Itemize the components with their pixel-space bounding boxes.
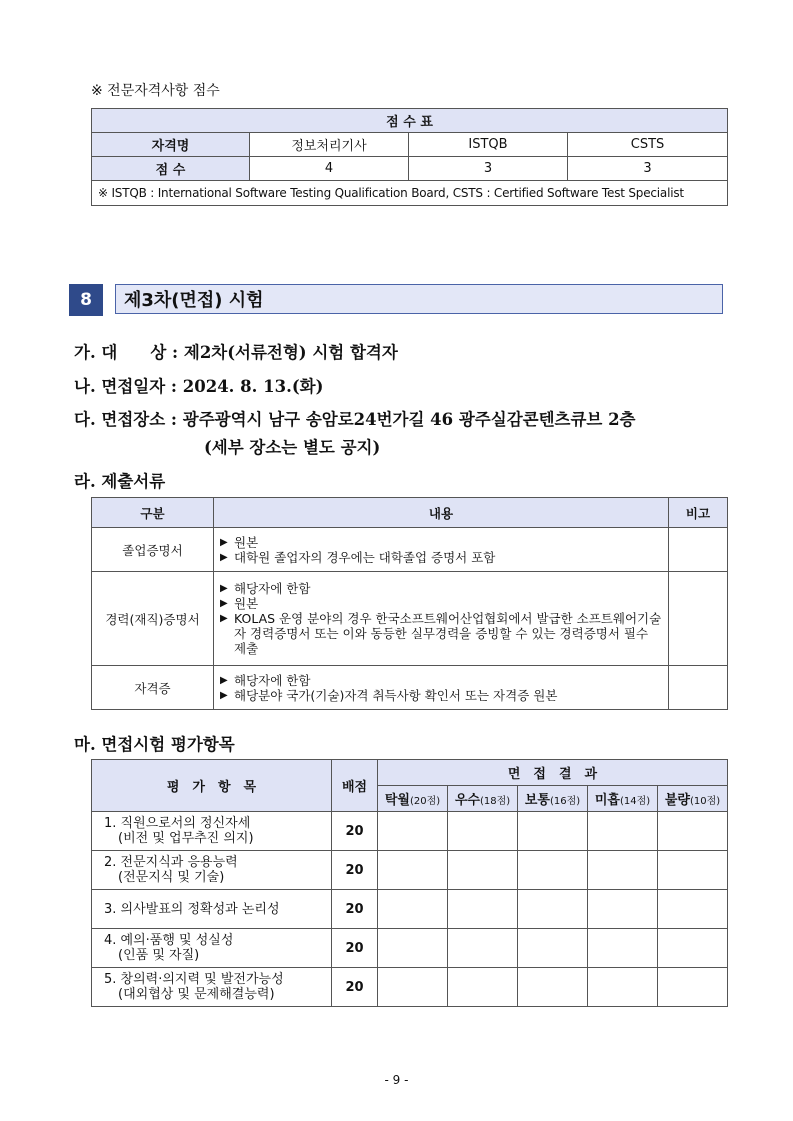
- doc-content: [214, 666, 669, 710]
- qualification-cell: 정보처리기사: [250, 133, 409, 157]
- list-item: 원본: [234, 596, 259, 611]
- eval-points: 20: [332, 851, 378, 890]
- documents-heading: 라. 제출서류: [74, 472, 166, 491]
- score-heading: ※ 전문자격사항 점수: [91, 83, 220, 99]
- triangle-bullet-icon: ▶: [220, 583, 228, 594]
- date-line: 나. 면접일자 : 2024. 8. 13.(화): [74, 377, 324, 396]
- doc-name: 자격증: [92, 666, 214, 710]
- doc-header-type: 구분: [92, 498, 214, 528]
- qualification-cell: ISTQB: [409, 133, 568, 157]
- doc-name: 졸업증명서: [92, 528, 214, 572]
- triangle-bullet-icon: ▶: [220, 674, 228, 686]
- qualification-cell: CSTS: [568, 133, 728, 157]
- score-table: [91, 108, 728, 206]
- grade-header: 탁월(20점): [378, 786, 448, 812]
- eval-item: 1. 직원으로서의 정신자세 (비전 및 업무추진 의지): [92, 812, 332, 851]
- eval-item: 2. 전문지식과 응용능력 (전문지식 및 기술): [92, 851, 332, 890]
- eval-points: 20: [332, 890, 378, 929]
- eval-item: 5. 창의력·의지력 및 발전가능성 (대외협상 및 문제해결능력): [92, 968, 332, 1007]
- place-note: (세부 장소는 별도 공지): [204, 438, 381, 457]
- eval-header-item: 평 가 항 목: [92, 760, 332, 812]
- grade-header: 우수(18점): [448, 786, 518, 812]
- table-row: [92, 528, 728, 572]
- grade-header: 보통(16점): [518, 786, 588, 812]
- list-item: 해당분야 국가(기술)자격 취득사항 확인서 또는 자격증 원본: [234, 687, 558, 703]
- doc-header-remark: 비고: [669, 498, 728, 528]
- score-table-title: 점 수 표: [92, 109, 728, 133]
- triangle-bullet-icon: ▶: [220, 536, 228, 548]
- table-row: [92, 572, 728, 666]
- list-item: 원본: [234, 534, 259, 550]
- eval-points: 20: [332, 812, 378, 851]
- evaluation-heading: 마. 면접시험 평가항목: [74, 735, 235, 754]
- doc-header-content: 내용: [214, 498, 669, 528]
- doc-remark: [669, 572, 728, 666]
- score-table-note: ※ ISTQB : International Software Testing Qualification Board, CSTS : Certified Software Test Specialist: [92, 181, 728, 206]
- list-item: 해당자에 한함: [234, 672, 311, 688]
- place-line: 다. 면접장소 : 광주광역시 남구 송암로24번가길 46 광주실감콘텐츠큐브 2층: [74, 410, 636, 429]
- doc-remark: [669, 666, 728, 710]
- triangle-bullet-icon: ▶: [220, 598, 228, 609]
- score-cell: 4: [250, 157, 409, 181]
- table-row: [92, 666, 728, 710]
- table-row: [92, 968, 728, 1007]
- eval-header-points: 배점: [332, 760, 378, 812]
- table-row: [92, 812, 728, 851]
- doc-remark: [669, 528, 728, 572]
- eval-header-result: 면 접 결 과: [378, 760, 728, 786]
- table-row: [92, 890, 728, 929]
- doc-content: [214, 528, 669, 572]
- triangle-bullet-icon: ▶: [220, 613, 228, 624]
- grade-header: 미흡(14점): [588, 786, 658, 812]
- triangle-bullet-icon: ▶: [220, 689, 228, 701]
- eval-points: 20: [332, 929, 378, 968]
- eval-item: 4. 예의·품행 및 성실성 (인품 및 자질): [92, 929, 332, 968]
- evaluation-table: [91, 759, 728, 1007]
- table-row: [92, 851, 728, 890]
- score-cell: 3: [409, 157, 568, 181]
- grade-header: 불량(10점): [658, 786, 728, 812]
- triangle-bullet-icon: ▶: [220, 551, 228, 563]
- table-row: [92, 929, 728, 968]
- doc-content: [214, 572, 669, 666]
- score-cell: 3: [568, 157, 728, 181]
- section-title: 제3차(면접) 시험: [115, 284, 723, 314]
- eval-points: 20: [332, 968, 378, 1007]
- list-item: 해당자에 한함: [234, 581, 311, 596]
- list-item: 대학원 졸업자의 경우에는 대학졸업 증명서 포함: [234, 549, 496, 565]
- section-number: 8: [69, 284, 103, 316]
- eval-item: 3. 의사발표의 정확성과 논리성: [92, 890, 332, 929]
- target-line: 가. 대 상 : 제2차(서류전형) 시험 합격자: [74, 343, 398, 362]
- score-label: 점 수: [92, 157, 250, 181]
- page-number: - 9 -: [384, 1073, 409, 1087]
- list-item: KOLAS 운영 분야의 경우 한국소프트웨어산업협회에서 발급한 소프트웨어기술자 경력증명서 또는 이와 동등한 실무경력을 증빙할 수 있는 경력증명서 필수 제출: [234, 611, 662, 656]
- documents-table: [91, 497, 728, 710]
- doc-name: 경력(재직)증명서: [92, 572, 214, 666]
- qualification-name-label: 자격명: [92, 133, 250, 157]
